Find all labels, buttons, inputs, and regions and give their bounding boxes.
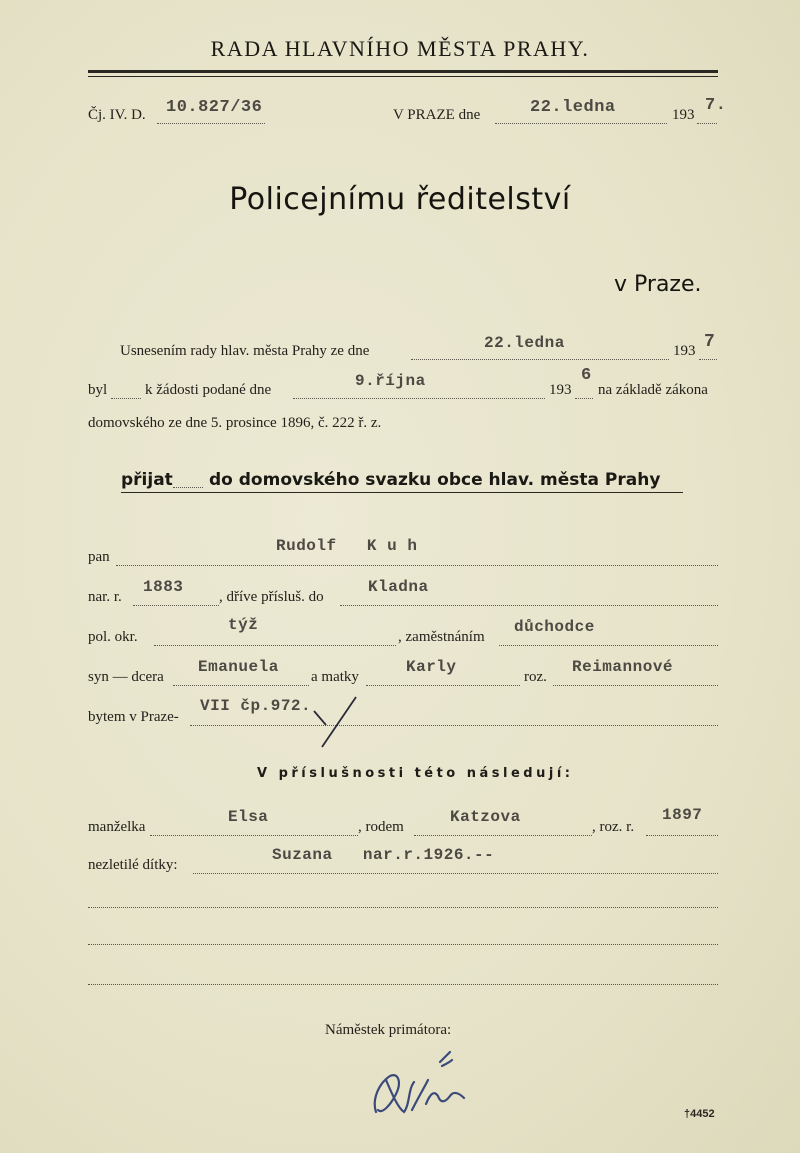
resolution-byl-dots	[111, 398, 141, 399]
resolution-line2-value: 9.října	[355, 372, 426, 390]
nar-label: nar. r.	[88, 589, 122, 605]
resolution-line2-label: k žádosti podané dne	[145, 382, 272, 398]
year-prefix: 193	[672, 107, 695, 123]
cj-label: Čj. IV. D.	[88, 107, 146, 123]
otec-dots	[173, 685, 309, 686]
pol-dots	[154, 645, 396, 646]
resolution-line3: domovského ze dne 5. prosince 1896, č. 222 ř. z.	[88, 415, 382, 431]
matky-dots	[366, 685, 520, 686]
manzelka-value: Elsa	[228, 808, 269, 826]
bytem-label: bytem v Praze-	[88, 709, 179, 725]
resolution-line2-tail: na základě zákona	[598, 382, 708, 398]
resolution-line2-year: 193	[549, 382, 572, 398]
accepted-text: do domovského svazku obce hlav. města Prahy	[209, 470, 661, 490]
rodem-value: Katzova	[450, 808, 521, 826]
resolution-line1-year-digit: 7	[704, 332, 716, 352]
checkmark-icon	[312, 695, 358, 749]
pan-label: pan	[88, 549, 110, 565]
year-digit: 7.	[705, 96, 727, 115]
footer-code: †4452	[684, 1108, 715, 1120]
resolution-line1-year-dots	[699, 359, 717, 360]
matky-label: a matky	[311, 669, 359, 685]
handwritten-signature	[368, 1050, 472, 1122]
deti-value: Suzana nar.r.1926.--	[272, 846, 495, 864]
year-dots	[697, 123, 717, 124]
header-rule-thin	[88, 76, 718, 77]
resolution-line1-year: 193	[673, 343, 696, 359]
resolution-line2-year-digit: 6	[581, 366, 592, 385]
header-rule-thick	[88, 70, 718, 73]
roz-r-dots	[646, 835, 718, 836]
roz-dots	[553, 685, 718, 686]
accepted-dots	[173, 487, 203, 488]
addressee-city: v Praze.	[614, 272, 702, 297]
resolution-line2-dots	[293, 398, 545, 399]
pan-dots	[116, 565, 718, 566]
cj-value: 10.827/36	[166, 98, 263, 117]
date-value: 22.ledna	[530, 98, 616, 117]
date-dots	[495, 123, 667, 124]
roz-value: Reimannové	[572, 658, 674, 676]
drive-dots	[340, 605, 718, 606]
roz-r-label: , roz. r.	[592, 819, 635, 835]
nar-value: 1883	[143, 578, 184, 596]
zam-label: , zaměstnáním	[398, 629, 485, 645]
deti-label: nezletilé dítky:	[88, 857, 178, 873]
zam-dots	[499, 645, 718, 646]
resolution-byl: byl	[88, 382, 108, 398]
pol-label: pol. okr.	[88, 629, 138, 645]
rodem-label: , rodem	[358, 819, 404, 835]
resolution-line2-year-dots	[575, 398, 593, 399]
otec-value: Emanuela	[198, 658, 279, 676]
matky-value: Karly	[406, 658, 457, 676]
institution-heading: RADA HLAVNÍHO MĚSTA PRAHY.	[210, 36, 590, 61]
place-label: V PRAZE dne	[393, 107, 481, 123]
zam-value: důchodce	[514, 618, 595, 636]
bytem-value: VII čp.972.	[200, 697, 312, 715]
accepted-underline	[121, 492, 683, 493]
deti-dots	[193, 873, 718, 874]
nar-dots	[133, 605, 219, 606]
blank-line-2	[88, 944, 718, 945]
accepted-prefix: přijat	[121, 470, 173, 490]
syn-label: syn — dcera	[88, 669, 164, 685]
resolution-line1-value: 22.ledna	[484, 334, 565, 352]
manzelka-label: manželka	[88, 819, 146, 835]
rodem-dots	[414, 835, 592, 836]
cj-dots	[157, 123, 265, 124]
resolution-line1-dots	[411, 359, 669, 360]
blank-line-1	[88, 907, 718, 908]
pol-value: týž	[228, 616, 259, 634]
manzelka-dots	[150, 835, 358, 836]
addressee-title: Policejnímu ředitelství	[229, 182, 571, 217]
bytem-dots	[190, 725, 718, 726]
roz-label: roz.	[524, 669, 547, 685]
roz-r-value: 1897	[662, 806, 703, 824]
blank-line-3	[88, 984, 718, 985]
pan-value: Rudolf K u h	[276, 537, 418, 555]
drive-label: , dříve přísluš. do	[219, 589, 324, 605]
resolution-line1-label: Usnesením rady hlav. města Prahy ze dne	[120, 343, 370, 359]
drive-value: Kladna	[368, 578, 429, 596]
dependents-heading: V příslušnosti této následují:	[257, 766, 574, 781]
signature-label: Náměstek primátora:	[325, 1022, 452, 1038]
